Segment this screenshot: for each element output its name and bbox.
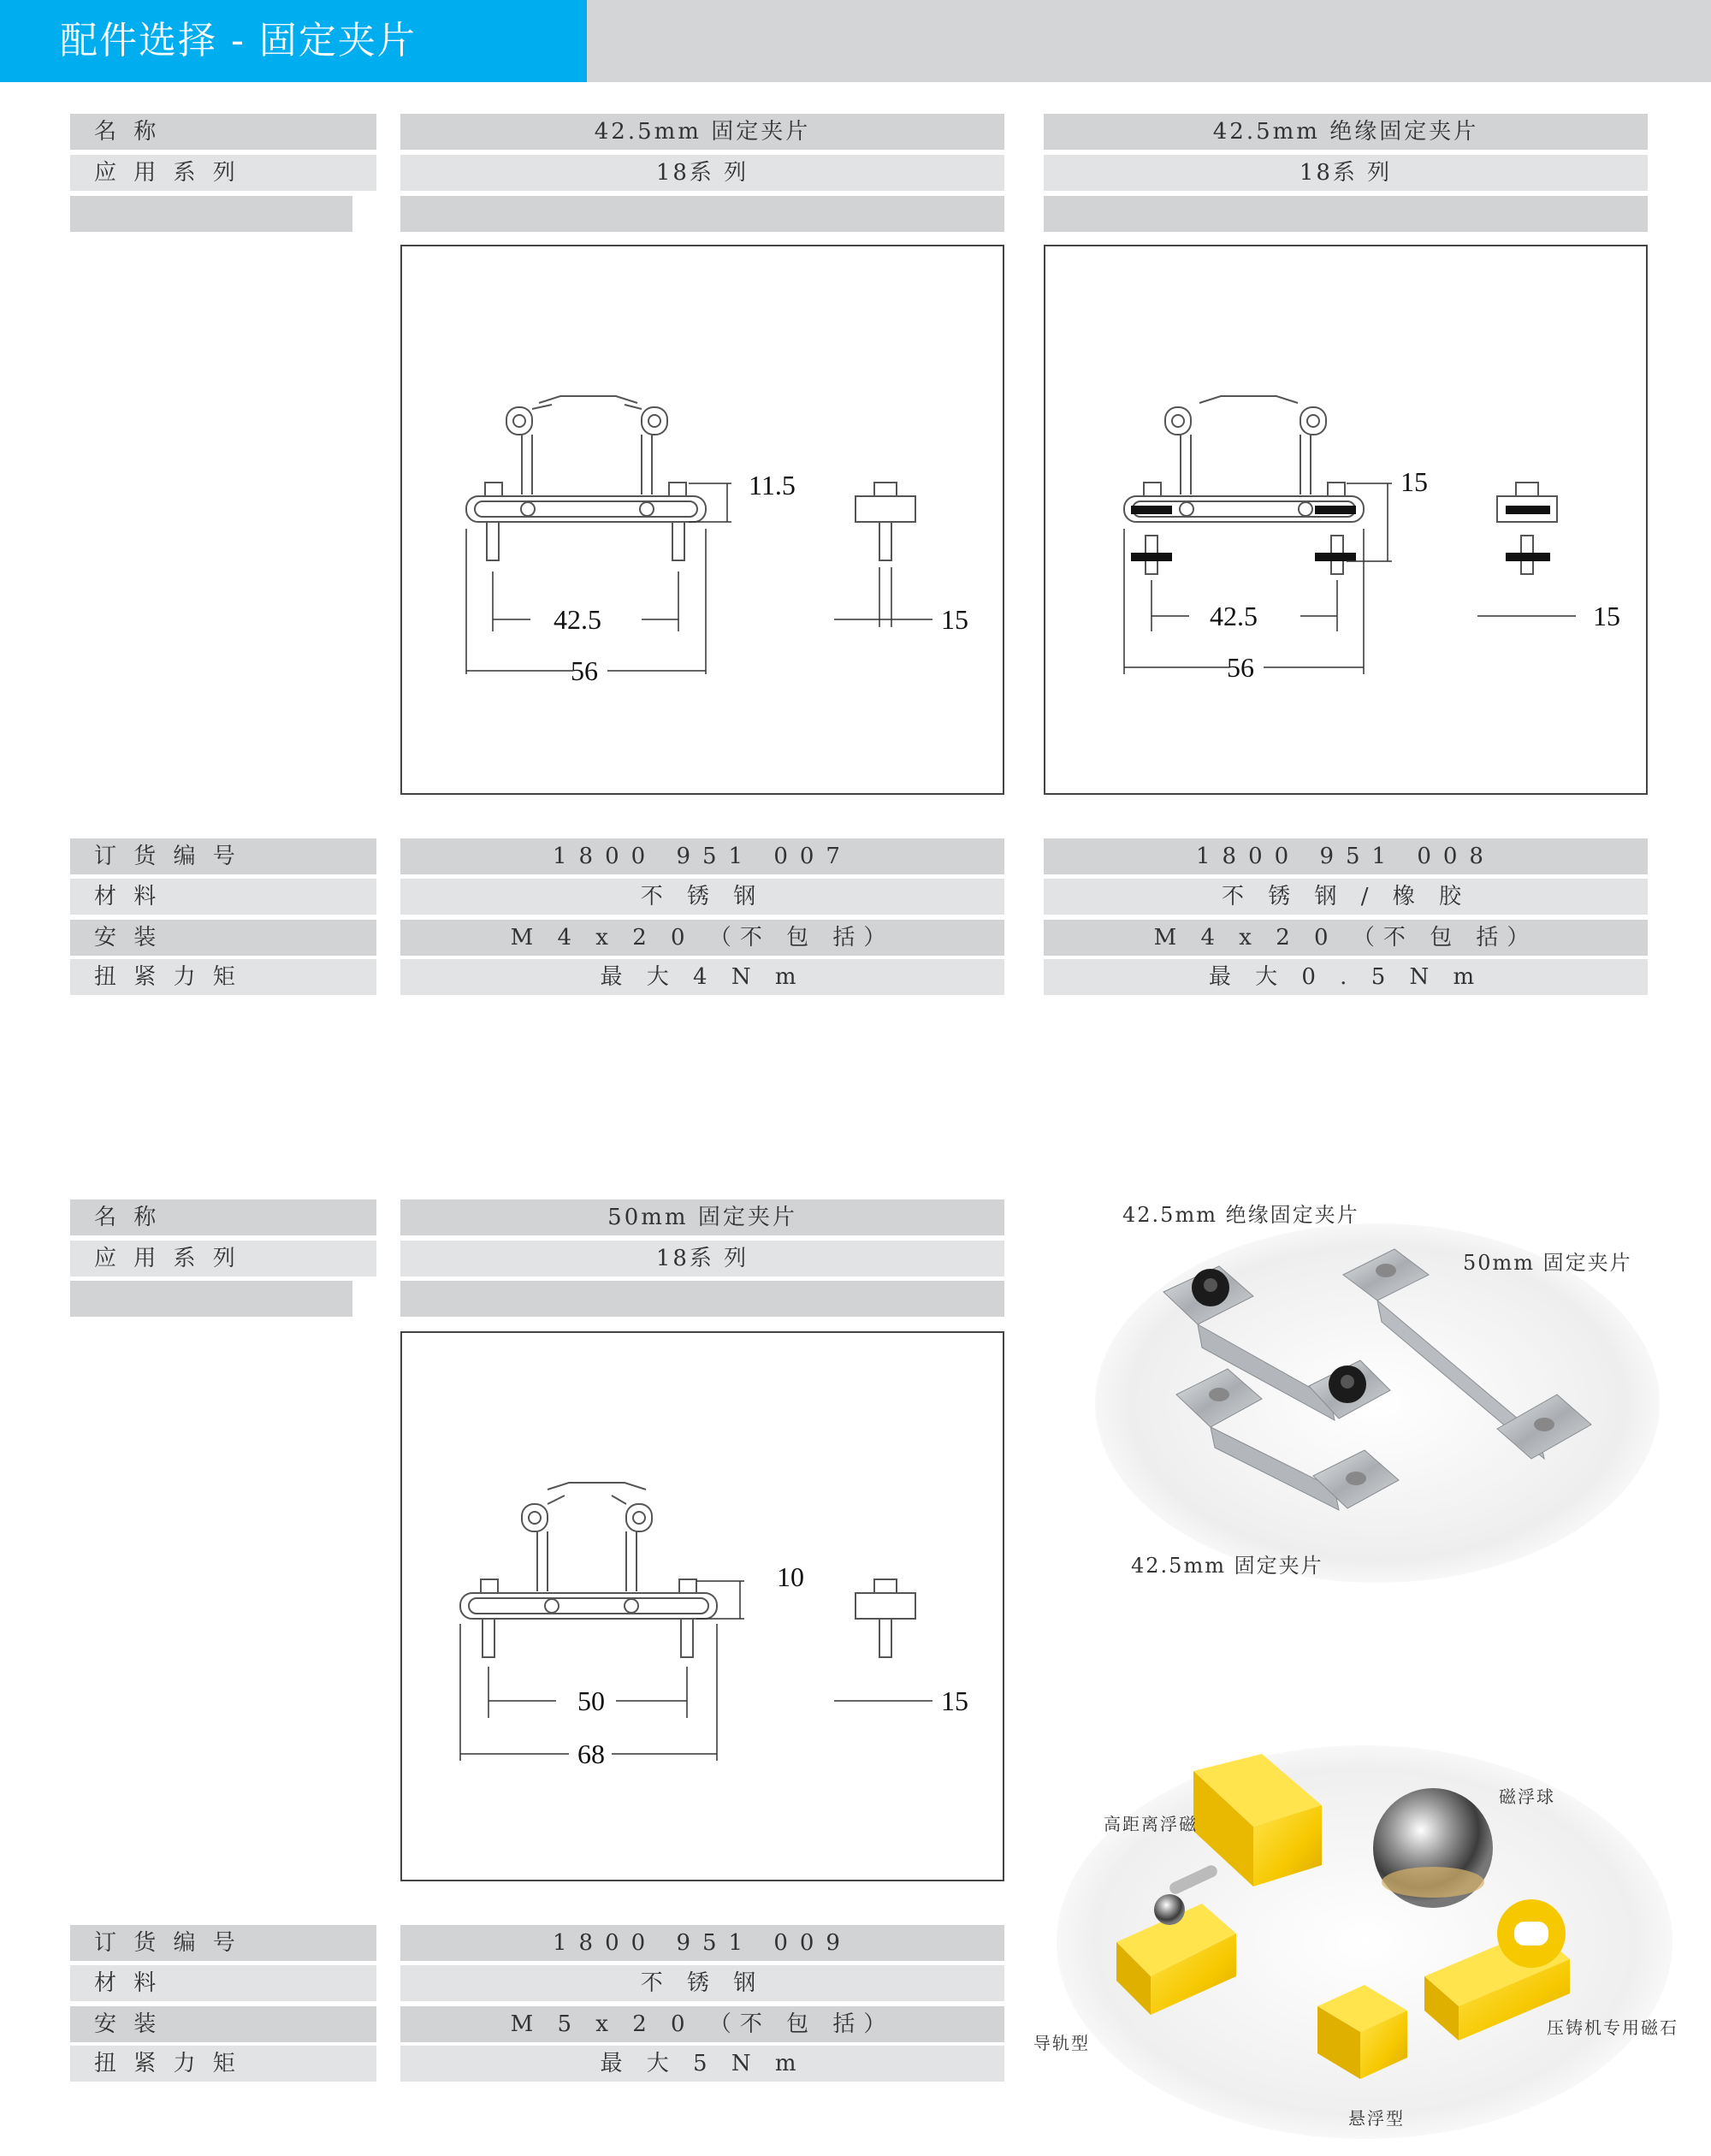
photo1-label-insulated: 42.5mm 绝缘固定夹片 [1122, 1203, 1359, 1227]
photo2-label-rail: 导轨型 [1033, 2033, 1090, 2053]
p3-torque: 最 大 5 N m [400, 2046, 1004, 2082]
p2-blank [1044, 196, 1648, 232]
p2-series: 18系 列 [1044, 155, 1648, 191]
label-order: 订 货 编 号 [70, 838, 376, 874]
photo1-label-50mm: 50mm 固定夹片 [1463, 1251, 1632, 1275]
technical-drawing-p2 [1045, 246, 1649, 797]
b-label-name: 名 称 [70, 1199, 376, 1235]
p3-name: 50mm 固定夹片 [400, 1199, 1004, 1235]
technical-drawing-p1 [402, 246, 1006, 797]
technical-drawing-p3 [402, 1333, 1006, 1883]
p2-order: 1800 951 008 [1044, 838, 1648, 874]
dim-p2-a: 15 [1400, 466, 1428, 497]
dim-p1-d: 15 [941, 604, 968, 635]
label-install: 安 装 [70, 920, 376, 956]
photo2-label-die-casting: 压铸机专用磁石 [1547, 2017, 1678, 2038]
dim-p3-a: 10 [777, 1561, 804, 1592]
p2-install: M 4 x 2 0 （不 包 括） [1044, 920, 1648, 956]
p3-blank [400, 1281, 1004, 1317]
p2-material: 不 锈 钢 / 橡 胶 [1044, 879, 1648, 915]
p1-torque: 最 大 4 N m [400, 959, 1004, 995]
dim-p3-b: 50 [577, 1685, 605, 1716]
p1-install: M 4 x 2 0 （不 包 括） [400, 920, 1004, 956]
label-material: 材 料 [70, 879, 376, 915]
clips-photo [1078, 1181, 1677, 1591]
p1-blank [400, 196, 1004, 232]
p2-torque: 最 大 0 . 5 N m [1044, 959, 1648, 995]
label-series: 应 用 系 列 [70, 155, 376, 191]
p1-name: 42.5mm 固定夹片 [400, 114, 1004, 150]
dim-p1-c: 56 [571, 655, 598, 686]
drawing-p1 [400, 245, 1004, 795]
dim-p2-d: 15 [1593, 601, 1620, 631]
b-label-series: 应 用 系 列 [70, 1241, 376, 1276]
drawing-p3 [400, 1331, 1004, 1881]
dim-p2-c: 56 [1227, 652, 1254, 683]
header-bar [587, 0, 1711, 82]
p2-name: 42.5mm 绝缘固定夹片 [1044, 114, 1648, 150]
photo2-label-ball: 磁浮球 [1499, 1786, 1555, 1807]
p1-series: 18系 列 [400, 155, 1004, 191]
label-name: 名 称 [70, 114, 376, 150]
p1-order: 1800 951 007 [400, 838, 1004, 874]
photo2-label-suspension: 悬浮型 [1348, 2108, 1405, 2129]
photo1-label-42-5: 42.5mm 固定夹片 [1131, 1554, 1323, 1578]
dim-p2-b: 42.5 [1210, 601, 1258, 631]
p1-material: 不 锈 钢 [400, 879, 1004, 915]
b-label-material: 材 料 [70, 1965, 376, 2001]
drawing-p2 [1044, 245, 1648, 795]
p3-install: M 5 x 2 0 （不 包 括） [400, 2006, 1004, 2042]
p3-series: 18系 列 [400, 1241, 1004, 1276]
b-label-install: 安 装 [70, 2006, 376, 2042]
dim-p3-d: 15 [941, 1685, 968, 1716]
dim-p1-b: 42.5 [554, 604, 601, 635]
label-blank [70, 196, 352, 232]
label-torque: 扭 紧 力 矩 [70, 959, 376, 995]
p3-order: 1800 951 009 [400, 1925, 1004, 1961]
photo2-label-high-distance: 高距离浮磁 [1104, 1814, 1198, 1834]
magnets-photo [1039, 1720, 1690, 2147]
b-label-blank [70, 1281, 352, 1317]
page-title: 配件选择 - 固定夹片 [60, 19, 417, 62]
dim-p1-a: 11.5 [749, 470, 796, 500]
b-label-torque: 扭 紧 力 矩 [70, 2046, 376, 2082]
b-label-order: 订 货 编 号 [70, 1925, 376, 1961]
dim-p3-c: 68 [577, 1738, 605, 1769]
p3-material: 不 锈 钢 [400, 1965, 1004, 2001]
